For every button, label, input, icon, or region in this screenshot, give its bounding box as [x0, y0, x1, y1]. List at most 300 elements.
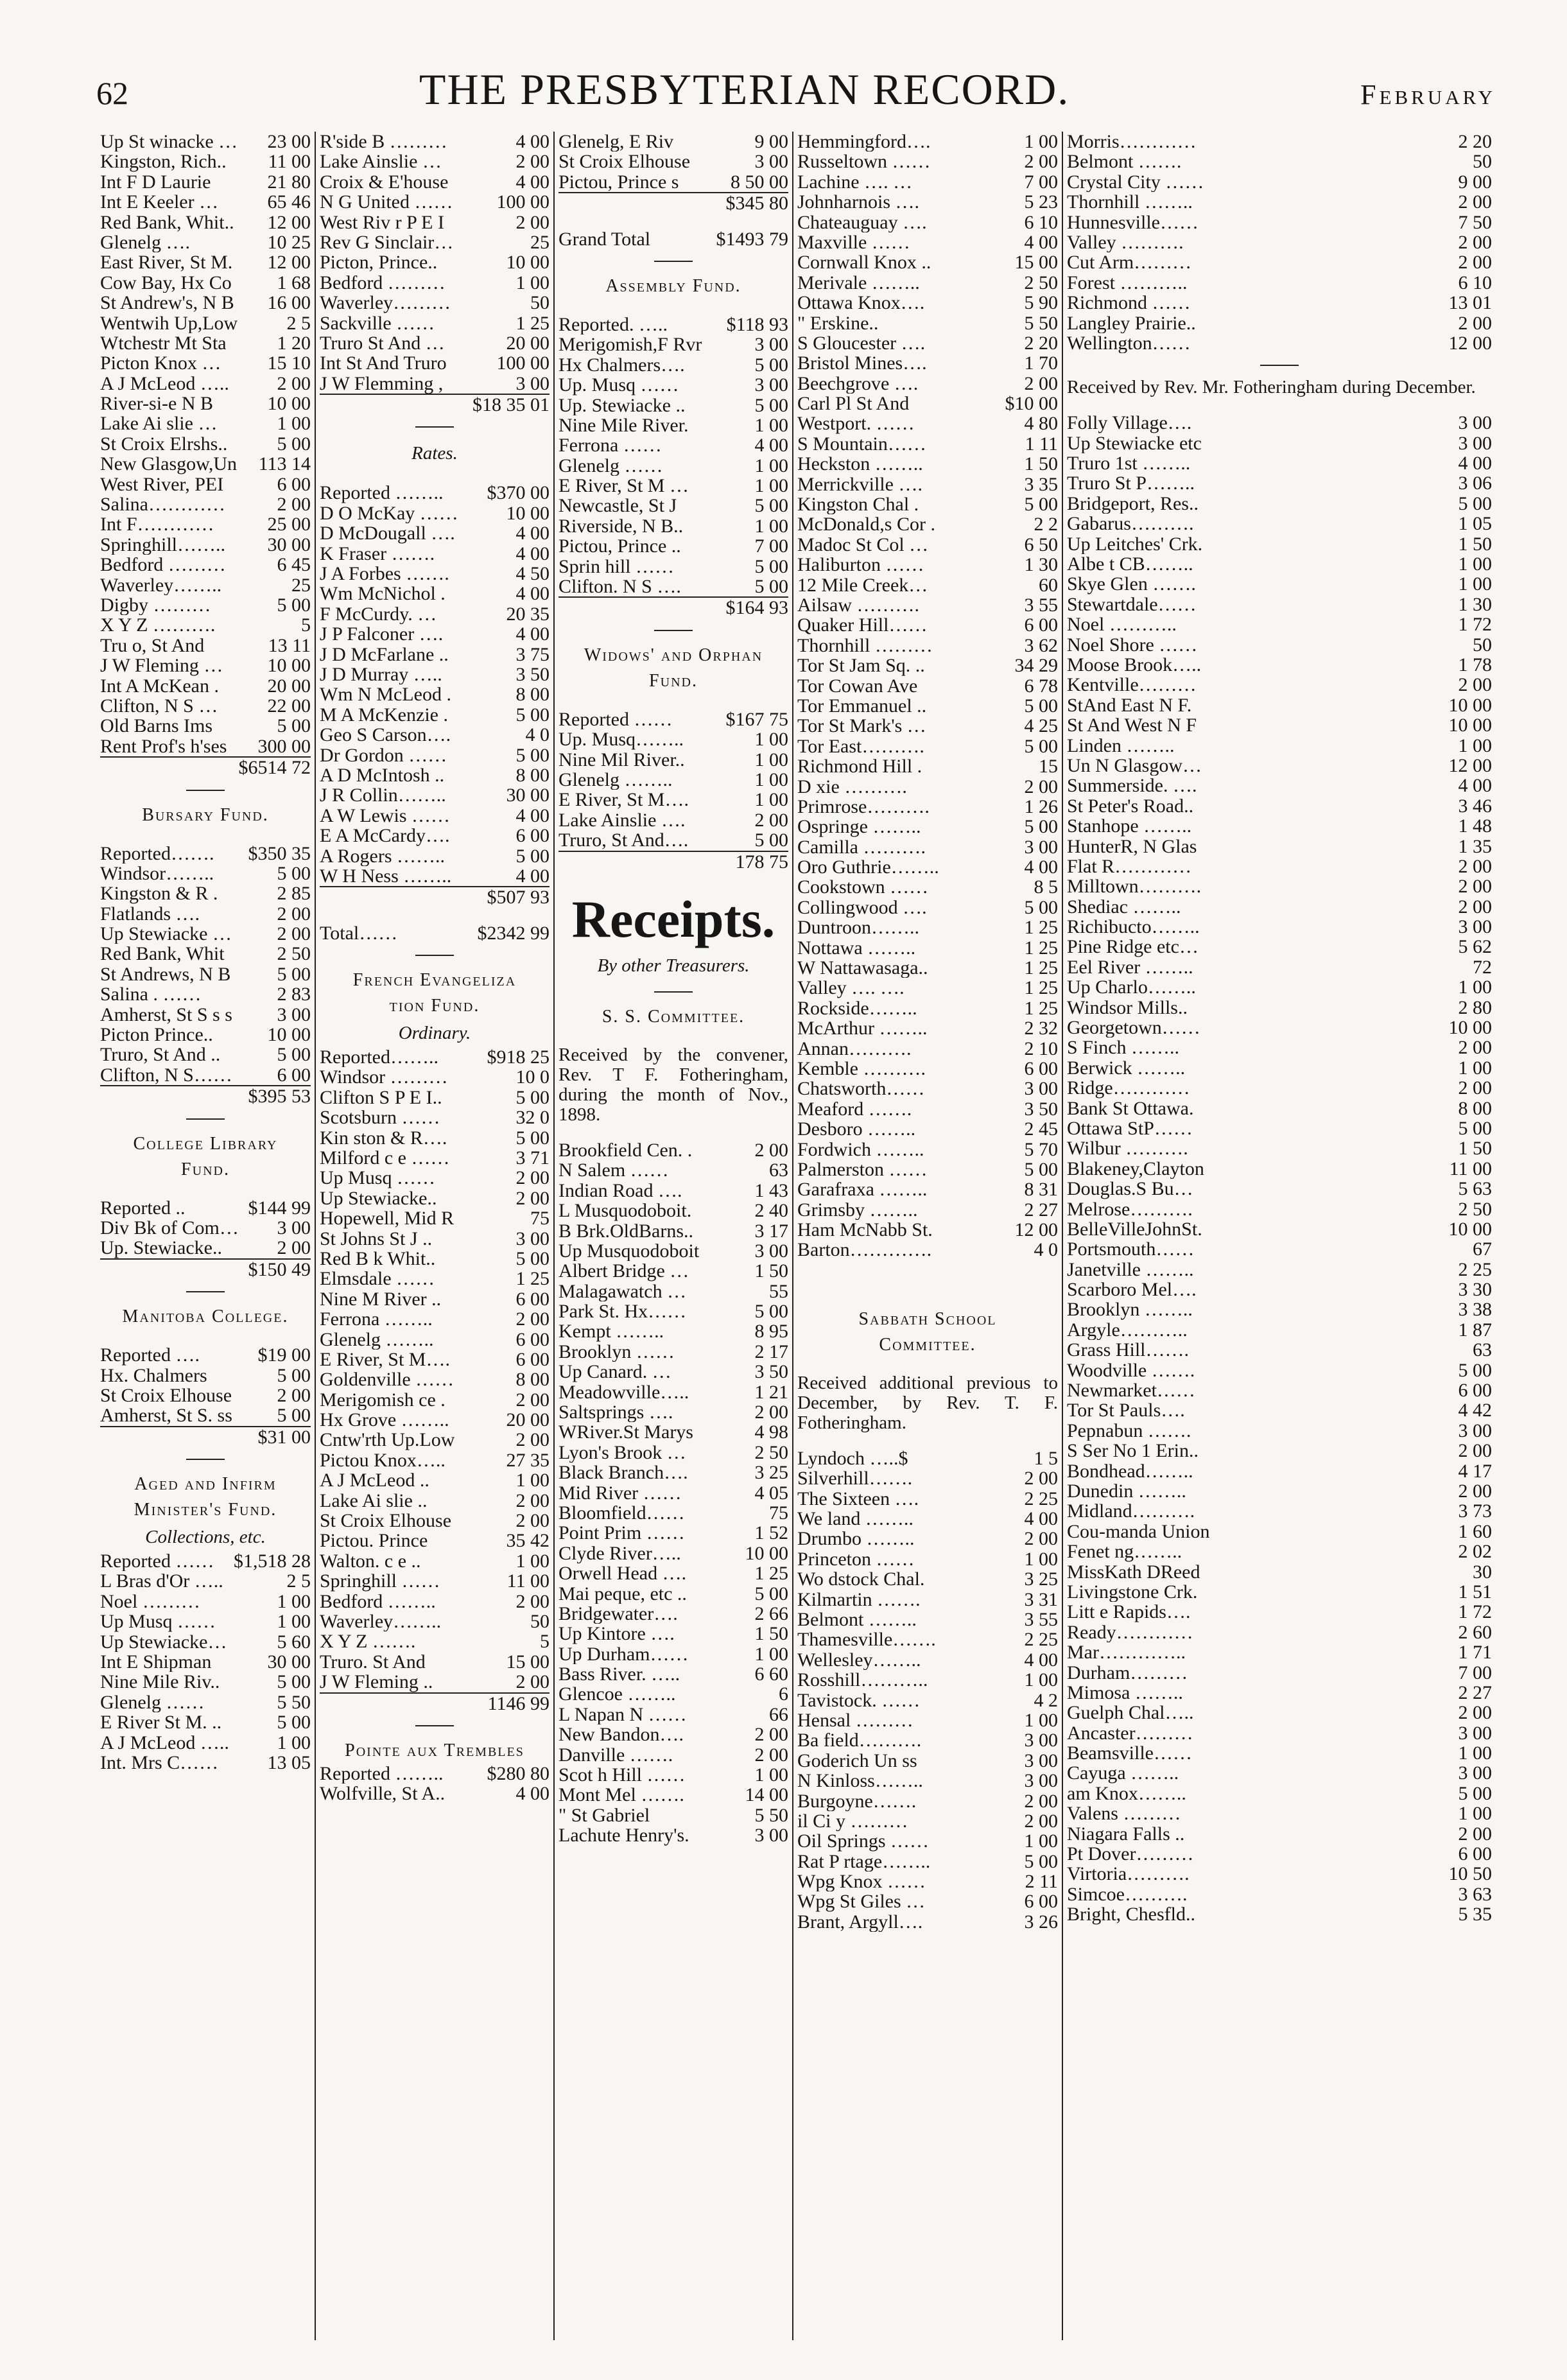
entry-amount: 6 00 [1024, 1891, 1058, 1912]
ledger-row [320, 172, 550, 192]
entry-name: Nine Mile Riv.. [100, 1672, 220, 1692]
entry-name: Camilla ………. [797, 837, 926, 858]
entry-amount: 2 00 [277, 373, 311, 394]
entry-name: Simcoe………. [1067, 1884, 1188, 1905]
ledger-row [797, 413, 1058, 433]
ledger-row [100, 736, 311, 756]
entry-name: New Bandon…. [558, 1724, 684, 1745]
ledger-row [320, 1309, 550, 1329]
ledger-row [797, 1200, 1058, 1220]
entry-name: Fordwich …….. [797, 1139, 924, 1160]
entry-amount: 5 00 [1024, 1851, 1058, 1872]
entry-name: Durham……… [1067, 1662, 1188, 1683]
ledger-row [1067, 574, 1492, 594]
ledger-row [100, 1005, 311, 1025]
ledger-row [320, 1571, 550, 1591]
entry-name: Int. Mrs C…… [100, 1753, 219, 1773]
entry-name: Grand Total [558, 229, 651, 249]
total-row [558, 851, 788, 872]
entry-name: Flat R………… [1067, 856, 1192, 877]
entry-amount: 9 00 [754, 132, 788, 152]
ledger-row [558, 577, 788, 596]
ledger-row [797, 837, 1058, 857]
entry-amount: 3 00 [1458, 413, 1492, 433]
entry-name: Cookstown …… [797, 877, 929, 898]
ledger-row [100, 333, 311, 353]
entry-name: Up. Musq…….. [558, 729, 684, 750]
ledger-row [558, 1241, 788, 1261]
entry-amount: 1 25 [1024, 937, 1058, 959]
entry-name: L Bras d'Or ….. [100, 1571, 223, 1592]
entry-name: Morris………… [1067, 132, 1197, 152]
entry-name: K Fraser ……. [320, 543, 435, 564]
entry-amount: 6 00 [515, 826, 550, 846]
entry-amount: 1 00 [1024, 1549, 1058, 1570]
entry-name: Scotsburn …… [320, 1107, 440, 1128]
ledger-row [797, 1179, 1058, 1199]
entry-name: Pictou, Prince s [558, 171, 679, 193]
entry-amount: 3 00 [1458, 1723, 1492, 1744]
entry-name: Clifton, N S … [100, 695, 218, 717]
entry-amount: 1 00 [1458, 554, 1492, 575]
entry-amount: 3 62 [1024, 635, 1058, 656]
ledger-row [1067, 917, 1492, 937]
ledger-row [1067, 1058, 1492, 1078]
entry-amount: 2 25 [1024, 1629, 1058, 1650]
entry-name: Richmond Hill . [797, 756, 922, 777]
entry-amount: 2 00 [1458, 896, 1492, 917]
entry-amount: 5 35 [1458, 1904, 1492, 1925]
entry-name: Bedford ……… [100, 555, 226, 575]
section-subheading: Rates. [411, 443, 458, 464]
entry-amount: 3 00 [277, 1217, 311, 1238]
entry-amount: 5 63 [1458, 1179, 1492, 1199]
entry-amount: 3 55 [1024, 595, 1058, 616]
entry-amount: 4 00 [754, 435, 788, 456]
entry-name: Black Branch…. [558, 1463, 688, 1483]
ledger-row [100, 1405, 311, 1425]
ledger-row [797, 777, 1058, 797]
entry-amount: 300 00 [257, 736, 311, 757]
ledger-row [320, 213, 550, 232]
entry-amount: 2 00 [754, 1140, 788, 1161]
ledger-row [100, 353, 311, 373]
ledger-row [797, 1240, 1058, 1260]
entry-amount: 2 00 [1458, 675, 1492, 695]
entry-amount: 8 00 [515, 765, 550, 786]
section-heading: College Library [133, 1133, 278, 1154]
entry-amount: 6 78 [1024, 675, 1058, 696]
spacer [797, 1358, 1058, 1373]
entry-amount: 1 00 [277, 1611, 311, 1632]
entry-amount: 2 00 [1024, 152, 1058, 172]
entry-amount: 2 5 [286, 313, 311, 333]
ledger-row [558, 1261, 788, 1281]
entry-name: Tru o, St And [100, 635, 205, 656]
entry-name: A J McLeod ….. [100, 1732, 229, 1753]
entry-name: A Rogers …….. [320, 846, 445, 866]
ledger-row [320, 273, 550, 293]
entry-name: B Brk.OldBarns.. [558, 1220, 693, 1241]
entry-amount: 3 00 [1458, 1420, 1492, 1441]
entry-amount: 5 [540, 1631, 550, 1652]
ledger-row [558, 496, 788, 516]
entry-name: Rent Prof's h'ses [100, 736, 227, 757]
entry-amount: 1 00 [515, 272, 550, 293]
ledger-row [100, 293, 311, 313]
entry-amount: 8 00 [1458, 1098, 1492, 1118]
ledger-row [558, 152, 788, 171]
entry-name: L Napan N …… [558, 1704, 687, 1725]
ledger-row [558, 1604, 788, 1624]
ledger-row [1067, 1340, 1492, 1360]
entry-name: Shediac …….. [1067, 896, 1181, 917]
entry-amount: 10 00 [1448, 1219, 1492, 1240]
entry-amount: 5 00 [1458, 1360, 1492, 1381]
ledger-row [320, 1390, 550, 1410]
entry-name: Int A McKean . [100, 675, 219, 696]
column-4 [792, 132, 1062, 2340]
entry-amount: 2 00 [754, 810, 788, 831]
entry-amount: 11 00 [1449, 1158, 1492, 1179]
entry-name: Blakeney,Clayton [1067, 1158, 1204, 1179]
ledger-row [1067, 977, 1492, 997]
entry-name: Duntroon…….. [797, 917, 919, 938]
entry-amount: 2 20 [1458, 132, 1492, 152]
ledger-row [1067, 534, 1492, 554]
entry-name: Merrickville …. [797, 474, 922, 495]
ledger-row [1067, 273, 1492, 293]
ledger-row [100, 1733, 311, 1753]
ledger-row [1067, 1421, 1492, 1441]
total-row [320, 886, 550, 907]
entry-amount: 75 [769, 1502, 788, 1524]
entry-amount: 2 00 [277, 494, 311, 515]
ledger-row [1067, 1582, 1492, 1602]
entry-amount: 1146 99 [487, 1692, 550, 1714]
entry-name: Hemmingford…. [797, 132, 931, 152]
entry-name: Gabarus………. [1067, 514, 1194, 534]
ledger-row [797, 958, 1058, 978]
entry-amount: 1 00 [277, 413, 311, 434]
entry-name: Russeltown …… [797, 152, 931, 172]
entry-amount: 2 85 [277, 883, 311, 904]
entry-name: Wilbur ………. [1067, 1138, 1188, 1159]
ledger-row [558, 1201, 788, 1220]
entry-name: Kin ston & R…. [320, 1127, 447, 1149]
ledger-row [797, 1690, 1058, 1710]
ledger-row [1067, 1501, 1492, 1521]
ledger-row [1067, 1260, 1492, 1280]
entry-amount: 1 71 [1458, 1642, 1492, 1663]
entry-name: Primrose………. [797, 796, 930, 817]
entry-amount: 5 00 [515, 1248, 550, 1269]
entry-amount: 4 00 [1458, 776, 1492, 796]
ledger-row [797, 192, 1058, 212]
ledger-row [100, 1345, 311, 1365]
ledger-row [1067, 413, 1492, 433]
ledger-row [1067, 1663, 1492, 1683]
ledger-row [1067, 333, 1492, 353]
entry-amount: 2 00 [515, 1490, 550, 1511]
entry-name: Heckston …….. [797, 454, 923, 474]
entry-amount: 5 00 [754, 395, 788, 415]
entry-amount: 3 75 [515, 644, 550, 664]
entry-name: Windsor…….. [100, 863, 214, 884]
ledger-row [100, 1045, 311, 1064]
entry-amount: $1493 79 [716, 229, 788, 249]
section-heading: tion Fund. [389, 996, 480, 1016]
entry-name: Valley …. …. [797, 978, 905, 998]
total-row [100, 1258, 311, 1280]
entry-amount: 16 00 [267, 293, 311, 313]
ledger-row [100, 132, 311, 152]
ledger-row [797, 514, 1058, 534]
entry-name: Hx Chalmers…. [558, 354, 685, 376]
ledger-row [797, 535, 1058, 555]
entry-name: Melrose………. [1067, 1199, 1193, 1219]
entry-name: Guelph Chal….. [1067, 1703, 1194, 1723]
entry-amount: 1 52 [754, 1523, 788, 1543]
section-heading: Committee. [879, 1334, 976, 1355]
ledger-row [1067, 856, 1492, 876]
entry-name: Valens ……… [1067, 1803, 1181, 1824]
entry-name: River-si-e N B [100, 394, 214, 414]
ledger-row [797, 1891, 1058, 1911]
entry-name: W Nattawasaga.. [797, 958, 928, 978]
ledger-row [797, 615, 1058, 635]
ledger-row [797, 1448, 1058, 1468]
ledger-row [797, 817, 1058, 837]
entry-amount: 5 00 [754, 830, 788, 851]
entry-amount: $918 25 [487, 1047, 550, 1068]
ledger-row [558, 1483, 788, 1503]
entry-name: Thornhill …….. [1067, 192, 1193, 213]
entry-name: Noel ……….. [1067, 614, 1177, 635]
ledger-row [320, 1430, 550, 1450]
ledger-row [558, 770, 788, 790]
entry-amount: 5 70 [1024, 1139, 1058, 1160]
ledger-row [797, 1079, 1058, 1099]
ledger-row [320, 1229, 550, 1249]
entry-name: Chateauguay …. [797, 212, 927, 232]
ledger-row [320, 1107, 550, 1127]
entry-name: Belmont …….. [797, 1610, 917, 1630]
spacer [100, 1330, 311, 1345]
entry-amount: 2 00 [515, 1188, 550, 1209]
entry-name: Reported …….. [320, 1763, 444, 1784]
ledger-row [558, 435, 788, 455]
entry-name: Un N Glasgow… [1067, 755, 1202, 776]
ledger-row [797, 1811, 1058, 1831]
ledger-row [320, 1551, 550, 1571]
spacer [797, 1276, 1058, 1291]
entry-name: Ba field………. [797, 1730, 922, 1751]
entry-amount: 8 00 [515, 684, 550, 705]
section-note: Received by Rev. Mr. Fotheringham during December. [1067, 377, 1476, 398]
entry-name: Nine M River .. [320, 1289, 442, 1310]
entry-name: Glenelg, E Riv [558, 132, 674, 152]
entry-amount: 178 75 [735, 851, 788, 872]
ledger-row [1067, 252, 1492, 272]
ledger-row [558, 1301, 788, 1321]
entry-name: Glenelg …….. [558, 769, 673, 790]
entry-name: J D Murray ….. [320, 664, 442, 685]
entry-amount: 5 90 [1024, 293, 1058, 313]
ledger-row [558, 334, 788, 354]
entry-name: A W Lewis …… [320, 805, 451, 826]
ledger-row [1067, 1844, 1492, 1864]
spacer [1067, 397, 1492, 413]
entry-name: Oil Springs …… [797, 1831, 930, 1852]
entry-amount: 60 [1039, 575, 1058, 595]
entry-name: Brant, Argyll…. [797, 1911, 923, 1933]
ledger-row [320, 725, 550, 745]
entry-name: Bridgewater…. [558, 1603, 678, 1624]
ledger-row [100, 883, 311, 903]
entry-amount: 10 00 [1448, 695, 1492, 716]
ledger-row [320, 806, 550, 826]
ledger-row [1067, 1642, 1492, 1662]
entry-amount: 2 50 [754, 1442, 788, 1463]
ledger-row [320, 1350, 550, 1369]
entry-amount: 1 00 [1458, 977, 1492, 998]
entry-amount: 3 46 [1458, 795, 1492, 817]
entry-amount: 4 0 [525, 725, 550, 745]
entry-name: St Croix Elhouse [100, 1385, 232, 1406]
entry-amount: 3 00 [754, 375, 788, 395]
ledger-row [100, 1571, 311, 1591]
entry-name: Reported …… [558, 709, 673, 730]
entry-name: Ailsaw ………. [797, 595, 919, 616]
entry-name: W H Ness …….. [320, 865, 452, 887]
ledger-row [558, 790, 788, 810]
ledger-row [320, 846, 550, 866]
divider [415, 426, 454, 428]
ledger-row [320, 374, 550, 394]
ledger-row [1067, 453, 1492, 473]
entry-name: Noel Shore …… [1067, 634, 1198, 655]
entry-amount: 1 43 [754, 1180, 788, 1201]
ledger-row [797, 1751, 1058, 1771]
ledger-row [1067, 998, 1492, 1018]
entry-amount: 1 00 [754, 749, 788, 770]
ledger-row [1067, 1280, 1492, 1299]
ledger-row [100, 1652, 311, 1672]
entry-amount: 1 30 [1458, 594, 1492, 615]
ledger-row [100, 1238, 311, 1258]
entry-amount: 2 80 [1458, 997, 1492, 1018]
entry-name: Bass River. ….. [558, 1664, 680, 1685]
ledger-row [320, 745, 550, 765]
entry-name: Wm McNichol . [320, 584, 446, 604]
ledger-row [1067, 433, 1492, 453]
entry-name: Up Stewiacke etc [1067, 433, 1202, 454]
entry-name: Tor Cowan Ave [797, 675, 918, 696]
entry-name: Kilmartin ……. [797, 1589, 921, 1610]
entry-name: Pt Dover……… [1067, 1844, 1194, 1864]
entry-amount: 2 25 [1458, 1259, 1492, 1280]
entry-name: Meaford ……. [797, 1099, 912, 1120]
entry-amount: 2 00 [754, 1724, 788, 1745]
entry-amount: 1 00 [277, 1732, 311, 1753]
entry-name: Mont Mel ……. [558, 1785, 684, 1805]
entry-name: Bank St Ottawa. [1067, 1098, 1194, 1118]
entry-name: S Ser No 1 Erin.. [1067, 1441, 1199, 1461]
ledger-row [100, 676, 311, 696]
entry-amount: 3 00 [515, 373, 550, 394]
ledger-row [797, 1590, 1058, 1610]
entry-name: Lake Ainslie …. [558, 810, 686, 831]
entry-name: Merigomish ce . [320, 1389, 446, 1411]
entry-name: Geo S Carson…. [320, 725, 451, 745]
ledger-row [797, 555, 1058, 575]
ledger-row [558, 709, 788, 729]
entry-name: Clifton. N S …. [558, 577, 681, 597]
entry-amount: 5 00 [754, 1301, 788, 1322]
entry-amount: 3 00 [1458, 1763, 1492, 1784]
entry-amount: 5 00 [754, 1583, 788, 1604]
spacer [797, 1291, 1058, 1307]
ledger-row [558, 1785, 788, 1805]
ledger-row [1067, 554, 1492, 574]
entry-amount: 4 00 [515, 171, 550, 193]
entry-amount: 1 00 [754, 1765, 788, 1785]
entry-amount: 10 00 [267, 394, 311, 414]
entry-name: Goderich Un ss [797, 1750, 917, 1771]
entry-amount: 2 00 [277, 1385, 311, 1406]
entry-amount: 5 00 [515, 745, 550, 765]
entry-amount: 72 [1473, 957, 1492, 978]
spacer [100, 1183, 311, 1198]
entry-name: Lachute Henry's. [558, 1825, 689, 1846]
ledger-row [100, 1065, 311, 1085]
entry-name: Truro, St And…. [558, 830, 689, 851]
entry-name: Waverley…….. [100, 575, 222, 595]
entry-amount: 30 [1473, 1561, 1492, 1582]
entry-amount: 2 50 [1024, 272, 1058, 293]
entry-name: Up Stewiacke.. [320, 1188, 437, 1209]
entry-name: R'side B ……… [320, 132, 447, 152]
entry-amount: 5 00 [277, 716, 311, 736]
entry-name: Grass Hill……. [1067, 1340, 1189, 1360]
entry-name: Cut Arm……… [1067, 252, 1192, 273]
entry-name: Red Bank, Whit [100, 944, 225, 964]
entry-amount: 4 00 [515, 523, 550, 544]
entry-amount: 1 00 [754, 790, 788, 810]
ledger-row [320, 1410, 550, 1430]
entry-amount: 5 00 [515, 846, 550, 866]
entry-name: Collingwood …. [797, 897, 927, 918]
ledger-row [558, 1664, 788, 1684]
ledger-row [100, 1692, 311, 1712]
ledger-row [797, 213, 1058, 232]
ledger-row [797, 1730, 1058, 1750]
ledger-row [558, 375, 788, 395]
ledger-row [558, 132, 788, 152]
entry-name: Windsor ……… [320, 1067, 448, 1088]
entry-name: Wentwih Up,Low [100, 313, 238, 333]
entry-amount: 4 25 [1024, 716, 1058, 736]
ledger-row [100, 904, 311, 924]
ledger-row [1067, 1441, 1492, 1461]
ledger-row [320, 1249, 550, 1269]
ledger-row [797, 998, 1058, 1018]
entry-amount: 5 00 [277, 1405, 311, 1426]
entry-name: Hopewell, Mid R [320, 1208, 455, 1229]
entry-amount: 1 00 [1458, 735, 1492, 756]
entry-name: West River, PEI [100, 474, 224, 495]
